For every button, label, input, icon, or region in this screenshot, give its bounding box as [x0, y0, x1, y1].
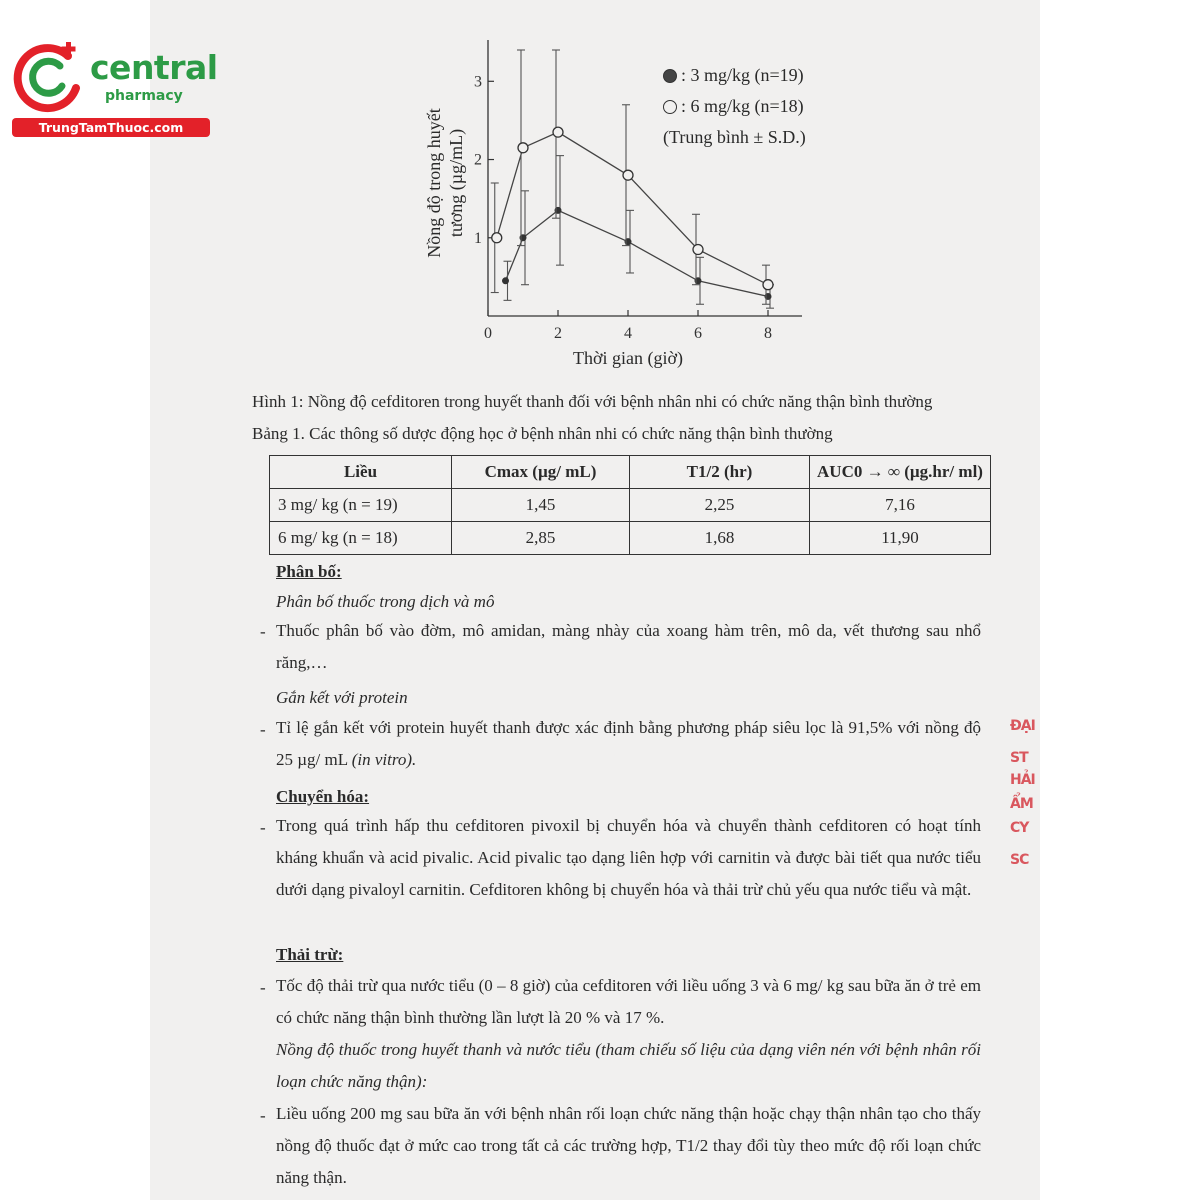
x-axis-label: Thời gian (giờ): [572, 348, 684, 368]
stamp-fragment: ĐẠI: [1010, 718, 1035, 734]
legend-item: : 3 mg/kg (n=19): [663, 60, 806, 91]
bullet: -: [260, 1106, 266, 1125]
table-cell: 7,16: [810, 489, 991, 522]
table-header: AUC0 → ∞ (µg.hr/ ml): [810, 456, 991, 489]
x-tick-label: 2: [554, 325, 562, 342]
bullet: -: [260, 978, 266, 997]
legend-item: : 6 mg/kg (n=18): [663, 91, 806, 122]
logo-site-banner: TrungTamThuoc.com: [12, 118, 210, 137]
stamp-fragment: ST: [1010, 750, 1028, 766]
section-heading-phan-bo: Phân bố:: [276, 562, 342, 581]
table-cell: 2,25: [630, 489, 810, 522]
table-header-row: [270, 456, 991, 489]
bullet: -: [260, 720, 266, 739]
subheading: Nồng độ thuốc trong huyết thanh và nước tiểu (tham chiếu số liệu của dạng viên nén với bệnh nhân rối loạn chức năng thận):: [276, 1040, 981, 1091]
logo-mark-icon: [10, 36, 90, 116]
table-cell: 6 mg/ kg (n = 18): [270, 522, 452, 555]
data-point: [623, 170, 633, 180]
figure-caption: Hình 1: Nồng độ cefditoren trong huyết thanh đối với bệnh nhân nhi có chức năng thận bình thường: [252, 392, 933, 411]
filled-circle-icon: [663, 69, 677, 83]
chart-legend: [663, 60, 806, 153]
data-point: [502, 277, 509, 284]
logo-subtitle: pharmacy: [105, 88, 183, 104]
table-header: Cmax (µg/ mL): [452, 456, 630, 489]
table-row: [270, 489, 991, 522]
table-caption: Bảng 1. Các thông số dược động học ở bệnh nhân nhi có chức năng thận bình thường: [252, 424, 833, 443]
x-tick-label: 8: [764, 325, 772, 342]
bullet: -: [260, 818, 266, 837]
legend-note: (Trung bình ± S.D.): [663, 127, 806, 147]
section-heading-chuyen-hoa: Chuyển hóa:: [276, 787, 370, 806]
table-header: Liều: [270, 456, 452, 489]
y-tick-label: 1: [474, 229, 482, 247]
legend-label: 6 mg/kg (n=18): [690, 96, 804, 116]
table-cell: 3 mg/ kg (n = 19): [270, 489, 452, 522]
x-tick-label: 6: [694, 325, 702, 342]
x-tick-label: 0: [484, 325, 492, 342]
open-circle-icon: [663, 100, 677, 114]
y-axis-label: Nồng độ trong huyết: [424, 108, 444, 258]
paragraph: Trong quá trình hấp thu cefditoren pivoxil bị chuyển hóa và chuyển thành cefditoren có hoạt tính kháng khuẩn và acid pivalic. Acid pivalic tạo dạng liên hợp với carnitin và được bài tiết qua nước tiểu dưới dạng pivaloyl carnitin. Cefditoren không bị chuyển hóa và thải trừ chủ yếu qua nước tiểu và mật.: [276, 816, 981, 899]
stamp-fragment: SC: [1010, 852, 1029, 868]
logo-name: central: [90, 48, 218, 87]
paragraph-italic: (in vitro).: [351, 750, 417, 769]
data-point: [492, 233, 502, 243]
paragraph-text: Tỉ lệ gắn kết với protein huyết thanh được xác định bằng phương pháp siêu lọc là 91,5% với nồng độ 25 µg/ mL: [276, 718, 981, 769]
data-point: [518, 143, 528, 153]
stamp-fragment: HẢI: [1010, 772, 1035, 788]
central-pharmacy-logo[interactable]: [10, 36, 218, 136]
series-line: [497, 132, 768, 285]
bullet: -: [260, 622, 266, 641]
subheading: Gắn kết với protein: [276, 688, 408, 707]
table-cell: 1,45: [452, 489, 630, 522]
y-tick-label: 2: [474, 151, 482, 169]
y-tick-label: 3: [474, 73, 482, 91]
data-point: [763, 280, 773, 290]
y-axis-label: tương (µg/mL): [446, 128, 466, 238]
paragraph: [276, 712, 981, 776]
series-line: [506, 210, 769, 296]
subheading: Phân bố thuốc trong dịch và mô: [276, 592, 495, 611]
paragraph: Thuốc phân bố vào đờm, mô amidan, màng nhày của xoang hàm trên, mô da, vết thương sau nhổ răng,…: [276, 621, 981, 672]
legend-label: 3 mg/kg (n=19): [690, 65, 804, 85]
table-cell: 2,85: [452, 522, 630, 555]
table-cell: 1,68: [630, 522, 810, 555]
stamp-fragment: ẨM: [1010, 796, 1033, 812]
table-cell: 11,90: [810, 522, 991, 555]
data-point: [553, 127, 563, 137]
pk-table: [269, 455, 991, 555]
x-tick-label: 4: [624, 325, 632, 342]
table-header: T1/2 (hr): [630, 456, 810, 489]
stamp-fragment: CY: [1010, 820, 1029, 836]
data-point: [693, 245, 703, 255]
table-row: [270, 522, 991, 555]
section-heading-thai-tru: Thải trừ:: [276, 945, 344, 964]
paragraph: Liều uống 200 mg sau bữa ăn với bệnh nhân rối loạn chức năng thận hoặc chạy thận nhân tạo cho thấy nồng độ thuốc đạt ở mức cao trong tất cả các trường hợp, T1/2 thay đổi tùy theo mức độ rối loạn chức năng thận.: [276, 1104, 981, 1187]
paragraph: Tốc độ thải trừ qua nước tiểu (0 – 8 giờ) của cefditoren với liều uống 3 và 6 mg/ kg sau bữa ăn ở trẻ em có chức năng thận bình thường lần lượt là 20 % và 17 %.: [276, 976, 981, 1027]
